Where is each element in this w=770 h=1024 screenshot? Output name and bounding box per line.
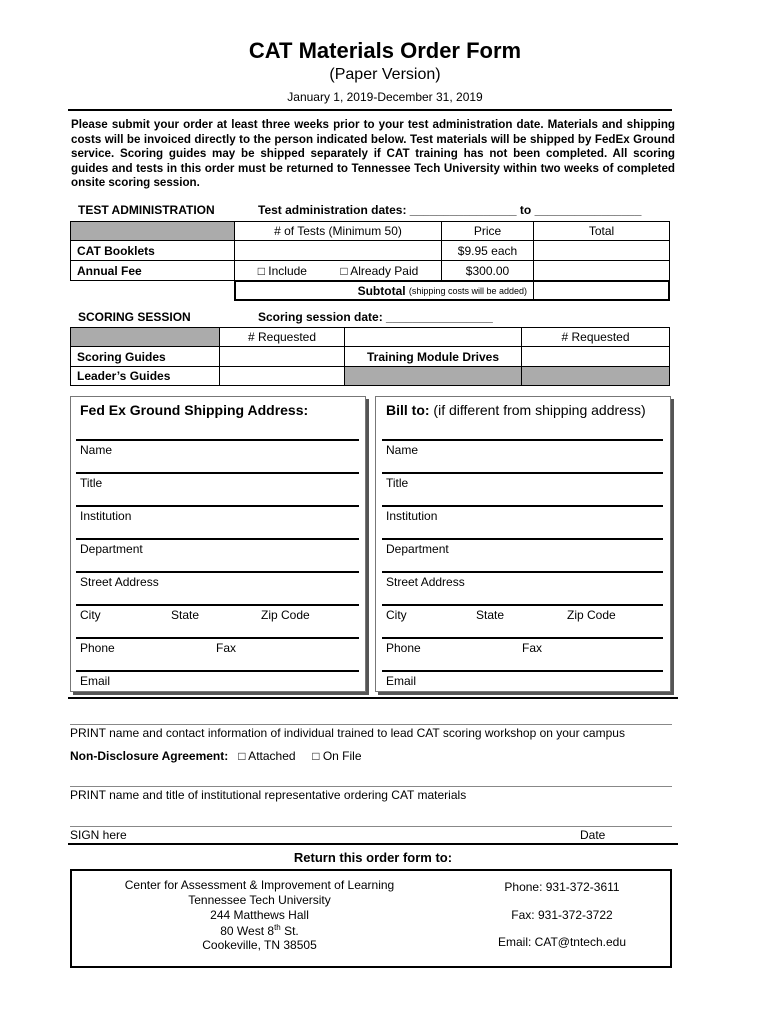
shipping-phone-label: Phone [80, 641, 115, 655]
billing-department-line[interactable] [382, 538, 663, 540]
row-cat-booklets-label: CAT Booklets [70, 240, 235, 261]
shipping-fax-label: Fax [216, 641, 237, 655]
shipping-street-label: Street Address [80, 575, 159, 589]
scoring-header-blank [70, 327, 220, 347]
scoring-session-heading: SCORING SESSION [78, 310, 191, 324]
shipping-address-box [70, 396, 366, 692]
billing-department-label: Department [386, 542, 449, 556]
column-total-header: Total [533, 221, 670, 241]
include-checkbox[interactable]: □ Include [257, 263, 307, 278]
subtotal-note: (shipping costs will be added) [408, 285, 527, 296]
return-organization: Center for Assessment & Improvement of Learning [124, 878, 395, 892]
return-email[interactable]: Email: CAT@tntech.edu [497, 935, 626, 949]
gray-fill-cell [521, 366, 670, 386]
date-range: January 1, 2019-December 31, 2019 [287, 90, 483, 104]
subtotal-label: Subtotal [357, 283, 406, 298]
scoring-middle-header [344, 327, 522, 347]
column-tests-header: # of Tests (Minimum 50) [234, 221, 442, 241]
billing-email-line[interactable] [382, 670, 663, 672]
scoring-guides-quantity-field[interactable] [219, 346, 345, 367]
nda-row [70, 749, 362, 763]
billing-title-line[interactable] [382, 472, 663, 474]
shipping-city-line[interactable] [76, 604, 359, 606]
return-city: Cookeville, TN 38505 [202, 938, 317, 952]
header-divider [68, 109, 672, 111]
trainer-print-label: PRINT name and contact information of individual trained to lead CAT scoring workshop on your campus [70, 726, 625, 740]
billing-phone-label: Phone [386, 641, 421, 655]
shipping-state-label: State [171, 608, 200, 622]
leaders-guides-quantity-field[interactable] [219, 366, 345, 386]
billing-street-line[interactable] [382, 571, 663, 573]
shipping-institution-line[interactable] [76, 505, 359, 507]
header-blank-cell [70, 221, 235, 241]
nda-attached-checkbox[interactable]: □ Attached [238, 749, 296, 763]
billing-zip-label: Zip Code [567, 608, 616, 622]
address-divider [68, 697, 678, 699]
annual-fee-price: $300.00 [441, 260, 534, 281]
subtotal-label-cell [234, 280, 534, 301]
row-annual-fee-label: Annual Fee [70, 260, 235, 281]
shipping-phone-line[interactable] [76, 637, 359, 639]
test-administration-heading: TEST ADMINISTRATION [78, 203, 215, 217]
training-requested-header: # Requested [521, 327, 670, 347]
shipping-heading: Fed Ex Ground Shipping Address: [80, 402, 309, 418]
signature-line[interactable] [70, 826, 672, 827]
billing-address-box [375, 396, 671, 692]
instructions-paragraph: Please submit your order at least three weeks prior to your test administration date. Materials and shipping costs will be invoiced directly to the person indicated below. Test materials will be shipped by FedEx Ground service. Scoring guides may be shipped separately if CAT training has not been completed. All scoring guides and tests in this order must be returned to Tennessee Tech University within two weeks of completed onsite scoring session. [71, 118, 675, 190]
booklets-quantity-field[interactable] [234, 240, 442, 261]
test-administration-dates[interactable]: Test administration dates: ________________ to ________________ [258, 203, 642, 217]
billing-name-line[interactable] [382, 439, 663, 441]
sign-here-label: SIGN here [70, 828, 127, 842]
return-phone: Phone: 931-372-3611 [504, 880, 620, 894]
gray-fill-cell [344, 366, 522, 386]
billing-email-label: Email [386, 674, 417, 688]
shipping-email-line[interactable] [76, 670, 359, 672]
page-subtitle: (Paper Version) [329, 66, 441, 83]
shipping-city-label: City [80, 608, 101, 622]
page-title: CAT Materials Order Form [248, 38, 522, 63]
billing-state-label: State [476, 608, 505, 622]
shipping-name-line[interactable] [76, 439, 359, 441]
billing-fax-label: Fax [522, 641, 543, 655]
return-university: Tennessee Tech University [188, 893, 331, 907]
already-paid-checkbox[interactable]: □ Already Paid [340, 263, 419, 278]
billing-phone-line[interactable] [382, 637, 663, 639]
trainer-name-line[interactable] [70, 724, 672, 725]
training-module-label: Training Module Drives [344, 346, 522, 367]
billing-heading: Bill to: (if different from shipping address) [386, 402, 646, 418]
row-leaders-guides-label: Leader’s Guides [70, 366, 220, 386]
nda-label: Non-Disclosure Agreement: [70, 749, 229, 763]
return-hall: 244 Matthews Hall [210, 908, 309, 922]
return-street: 80 West 8th St. [220, 923, 299, 938]
billing-city-line[interactable] [382, 604, 663, 606]
booklets-total-field[interactable] [533, 240, 670, 261]
subtotal-field[interactable] [533, 280, 670, 301]
scoring-requested-header: # Requested [219, 327, 345, 347]
shipping-department-label: Department [80, 542, 143, 556]
billing-institution-label: Institution [386, 509, 438, 523]
billing-institution-line[interactable] [382, 505, 663, 507]
nda-onfile-checkbox[interactable]: □ On File [312, 749, 362, 763]
training-module-quantity-field[interactable] [521, 346, 670, 367]
billing-name-label: Name [386, 443, 419, 457]
date-label: Date [580, 828, 606, 842]
signoff-divider [68, 843, 678, 845]
row-scoring-guides-label: Scoring Guides [70, 346, 220, 367]
scoring-session-date[interactable]: Scoring session date: ________________ [258, 310, 493, 324]
shipping-department-line[interactable] [76, 538, 359, 540]
return-fax: Fax: 931-372-3722 [511, 908, 613, 922]
billing-title-label: Title [386, 476, 409, 490]
shipping-email-label: Email [80, 674, 111, 688]
shipping-title-label: Title [80, 476, 103, 490]
shipping-street-line[interactable] [76, 571, 359, 573]
shipping-institution-label: Institution [80, 509, 132, 523]
booklets-price: $9.95 each [441, 240, 534, 261]
annual-fee-options [234, 260, 442, 281]
shipping-title-line[interactable] [76, 472, 359, 474]
return-address-box [70, 869, 672, 968]
annual-fee-total-field[interactable] [533, 260, 670, 281]
representative-print-label: PRINT name and title of institutional representative ordering CAT materials [70, 788, 467, 802]
column-price-header: Price [441, 221, 534, 241]
shipping-zip-label: Zip Code [261, 608, 310, 622]
return-heading: Return this order form to: [293, 850, 453, 865]
billing-street-label: Street Address [386, 575, 465, 589]
shipping-name-label: Name [80, 443, 113, 457]
representative-name-line[interactable] [70, 786, 672, 787]
billing-city-label: City [386, 608, 407, 622]
